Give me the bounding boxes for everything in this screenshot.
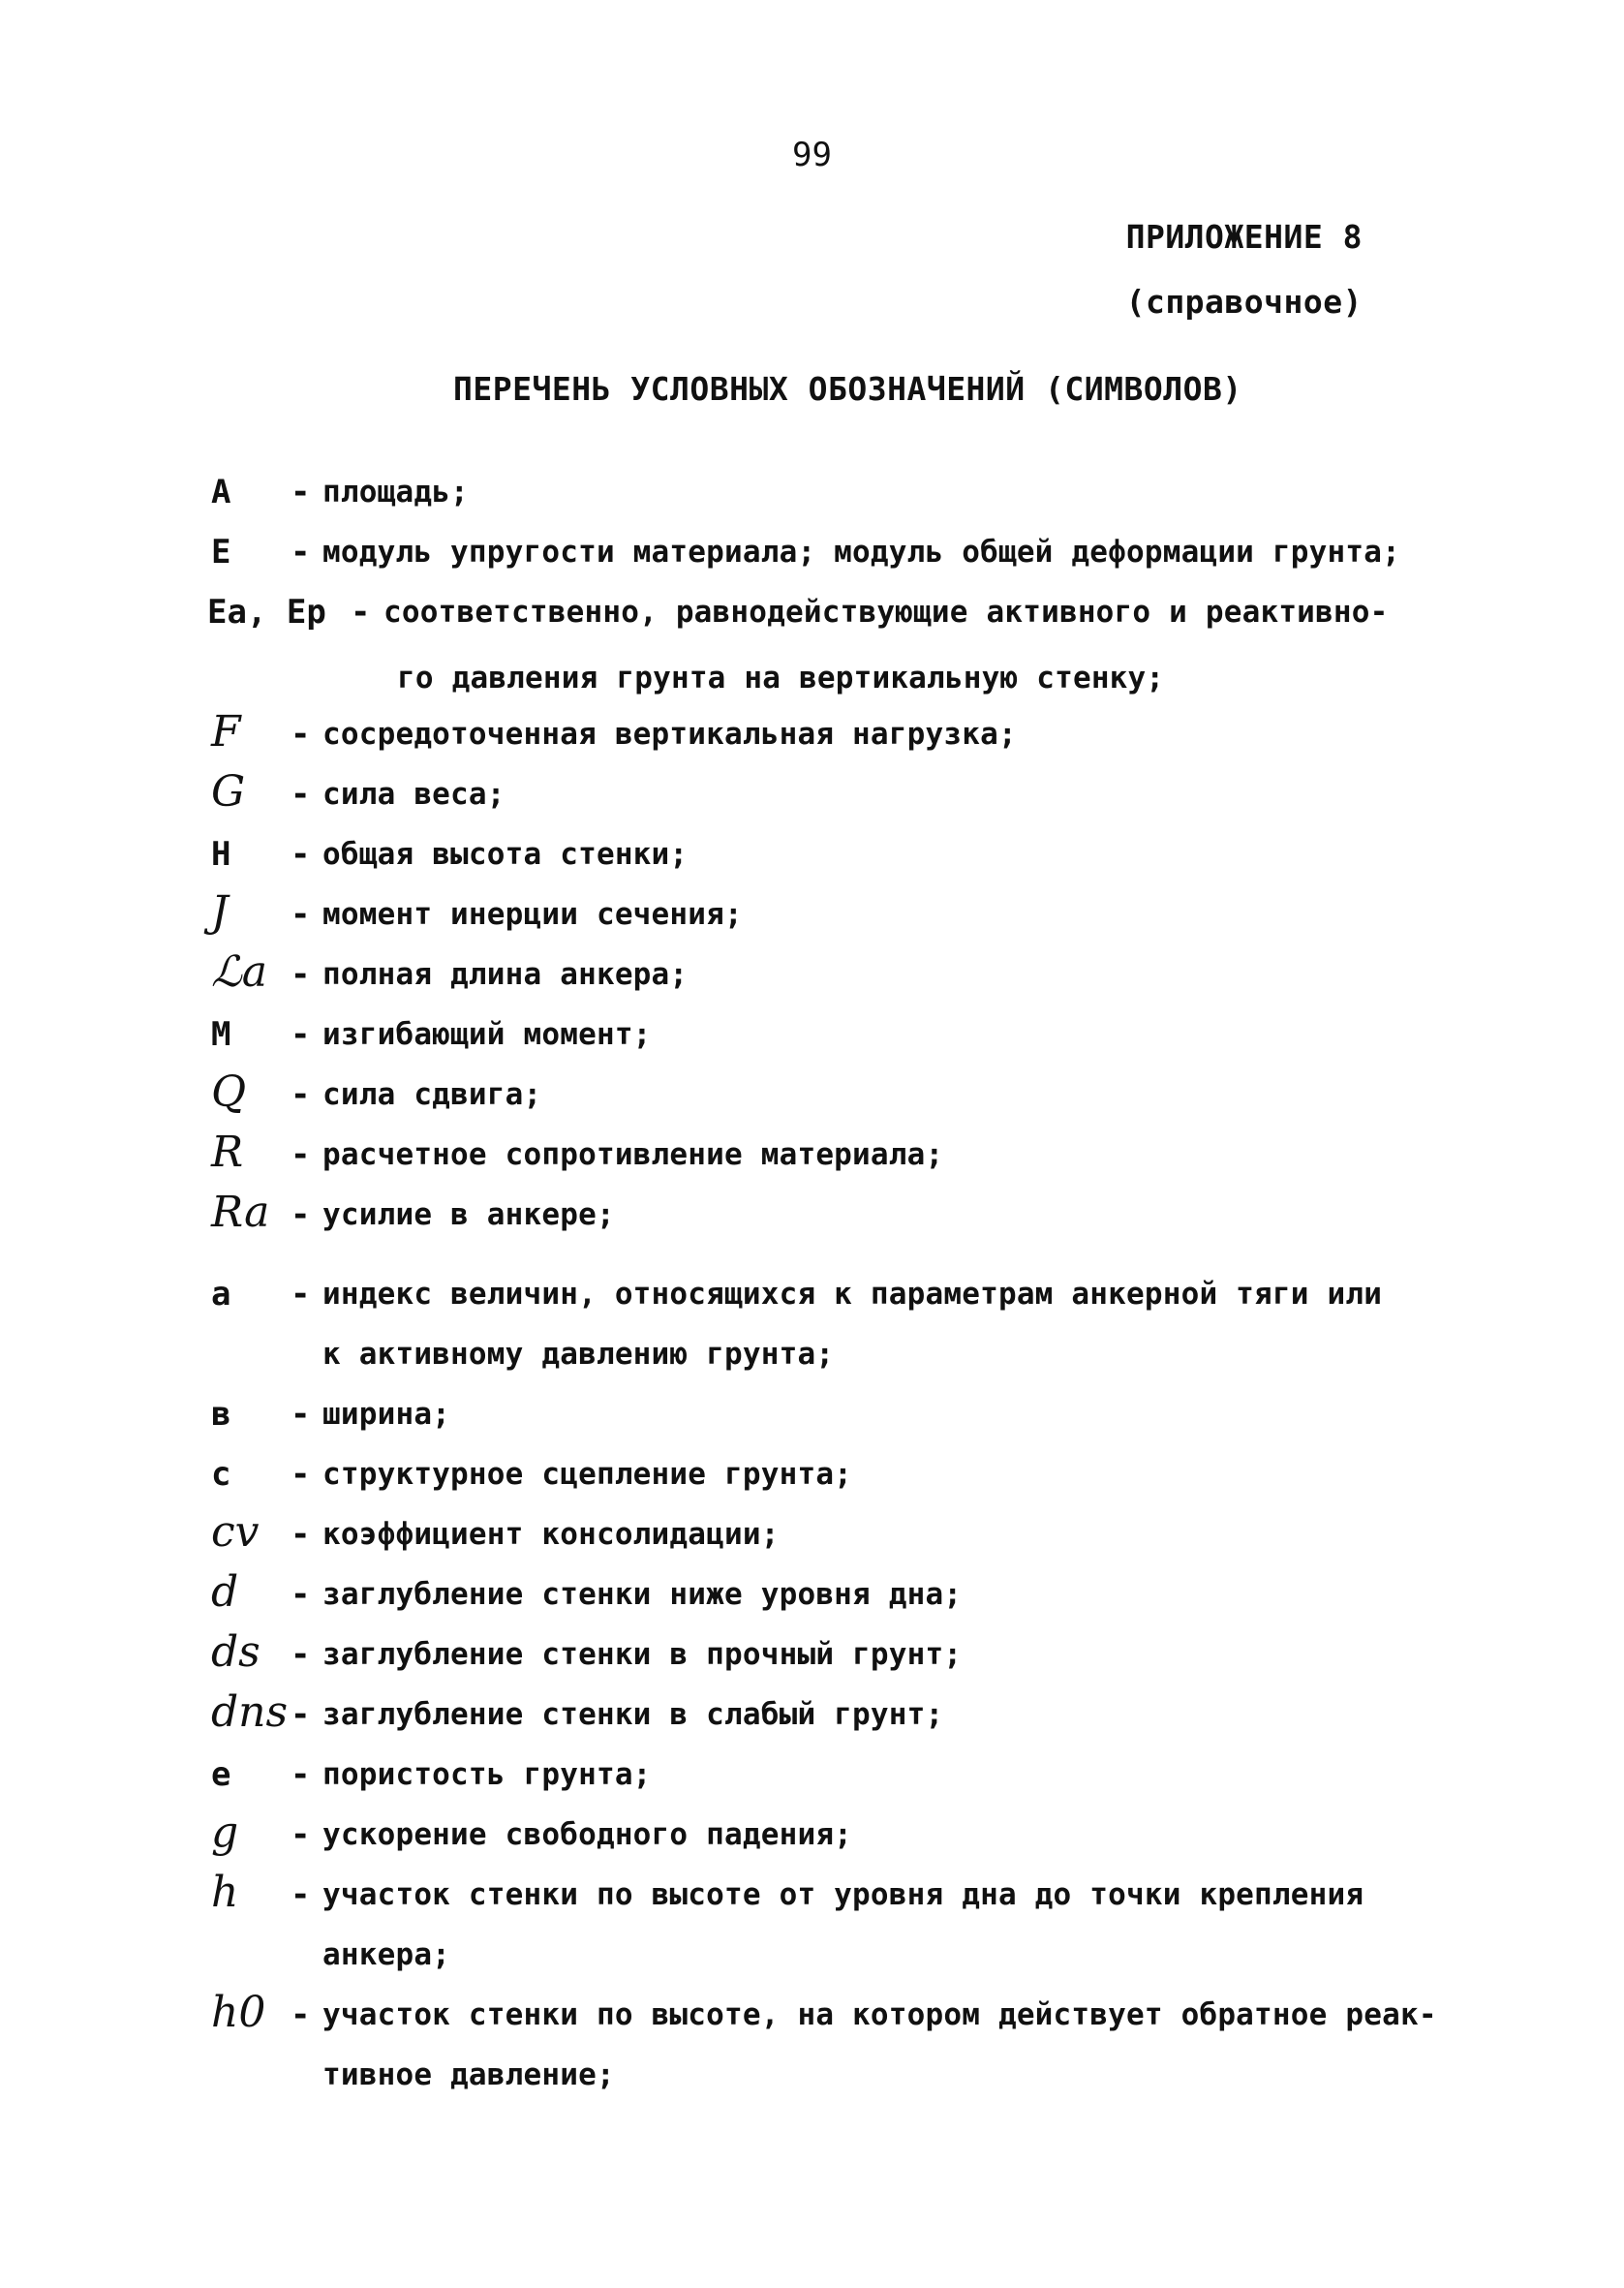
symbol-description: изгибающий момент;: [322, 1017, 652, 1052]
symbol-description: расчетное сопротивление материала;: [322, 1137, 944, 1172]
symbol-description: момент инерции сечения;: [322, 897, 743, 932]
symbol-description-continued: тивное давление;: [322, 2057, 615, 2092]
symbol-entry: h0 - участок стенки по высоте, на котором действует обратное реак-: [211, 1988, 1437, 2037]
symbol: ℒa: [211, 947, 267, 997]
symbol-entry: g - ускорение свободного падения;: [211, 1808, 853, 1857]
symbol-entry: Eа, Eр - соответственно, равнодействующие активного и реактивно-: [207, 593, 1389, 632]
symbol: h0: [211, 1988, 266, 2037]
symbol: E: [211, 533, 231, 572]
symbol-description: сила сдвига;: [322, 1077, 542, 1112]
symbol-entry: d - заглубление стенки ниже уровня дна;: [211, 1567, 963, 1617]
symbol: M: [211, 1015, 231, 1054]
symbol-entry: e - пористость грунта;: [211, 1755, 652, 1794]
symbol-description: пористость грунта;: [322, 1757, 652, 1792]
symbol-description: заглубление стенки ниже уровня дна;: [322, 1577, 963, 1612]
symbol-entry: F - сосредоточенная вертикальная нагрузка;: [211, 707, 1017, 757]
symbol: R: [211, 1128, 244, 1177]
symbol-description: соответственно, равнодействующие активного и реактивно-: [383, 595, 1389, 630]
symbol: J: [211, 887, 229, 937]
symbol: c: [211, 1455, 231, 1494]
symbol-entry: A - площадь;: [211, 473, 469, 511]
symbol: H: [211, 835, 231, 874]
symbol: h: [211, 1868, 239, 1917]
symbol-description: сила веса;: [322, 777, 506, 812]
symbol: Ra: [211, 1188, 270, 1237]
symbol-entry: c - структурное сцепление грунта;: [211, 1455, 853, 1494]
symbol-description: ускорение свободного падения;: [322, 1817, 853, 1852]
symbol-description: участок стенки по высоте, на котором действует обратное реак-: [322, 1997, 1437, 2032]
symbol-entry: ds - заглубление стенки в прочный грунт;: [211, 1627, 963, 1677]
symbol-entry: G - сила веса;: [211, 767, 506, 817]
symbol-entry: dns - заглубление стенки в слабый грунт;: [211, 1687, 944, 1737]
symbol-description-continued: го давления грунта на вертикальную стенку;: [397, 661, 1165, 696]
symbol-entry: E - модуль упругости материала; модуль общей деформации грунта;: [211, 533, 1400, 572]
page-title: ПЕРЕЧЕНЬ УСЛОВНЫХ ОБОЗНАЧЕНИЙ (СИМВОЛОВ): [453, 370, 1242, 408]
symbol: в: [211, 1395, 231, 1434]
symbol-description: сосредоточенная вертикальная нагрузка;: [322, 717, 1017, 752]
symbol-description: ширина;: [322, 1397, 451, 1432]
symbol-entry: Ra - усилие в анкере;: [211, 1188, 615, 1237]
symbol-description: заглубление стенки в прочный грунт;: [322, 1637, 963, 1672]
symbol-description: коэффициент консолидации;: [322, 1517, 780, 1552]
symbol: cv: [211, 1507, 260, 1557]
symbol-entry: H - общая высота стенки;: [211, 835, 689, 874]
symbol-description-continued: к активному давлению грунта;: [322, 1337, 835, 1372]
appendix-note: (справочное): [1125, 283, 1363, 321]
symbol-description: модуль упругости материала; модуль общей деформации грунта;: [322, 535, 1400, 570]
symbol-description-continued: анкера;: [322, 1937, 451, 1972]
symbol: g: [211, 1808, 239, 1857]
symbol: d: [211, 1567, 239, 1617]
symbol-description: усилие в анкере;: [322, 1197, 615, 1232]
symbol: e: [211, 1755, 231, 1794]
symbol-description: структурное сцепление грунта;: [322, 1457, 853, 1492]
symbol-entry: a - индекс величин, относящихся к параметрам анкерной тяги или: [211, 1275, 1383, 1314]
symbol-description: полная длина анкера;: [322, 957, 689, 992]
symbol-entry: cv - коэффициент консолидации;: [211, 1507, 780, 1557]
symbol-entry: в - ширина;: [211, 1395, 451, 1434]
symbol-entry: R - расчетное сопротивление материала;: [211, 1128, 944, 1177]
symbol-description: участок стенки по высоте от уровня дна до точки крепления: [322, 1877, 1364, 1912]
symbol: F: [211, 707, 241, 757]
symbol-entry: ℒa - полная длина анкера;: [211, 947, 689, 997]
symbol-description: индекс величин, относящихся к параметрам анкерной тяги или: [322, 1277, 1383, 1312]
symbol: A: [211, 473, 231, 511]
symbol-description: общая высота стенки;: [322, 837, 689, 872]
symbol-entry: J - момент инерции сечения;: [211, 887, 743, 937]
symbol: Q: [211, 1067, 247, 1117]
symbol: a: [211, 1275, 231, 1314]
symbol-description: площадь;: [322, 475, 469, 510]
page-number: 99: [792, 136, 832, 174]
symbol: Eа, Eр: [207, 593, 326, 632]
symbol: ds: [211, 1627, 260, 1677]
symbol-entry: h - участок стенки по высоте от уровня дна до точки крепления: [211, 1868, 1364, 1917]
symbol-description: заглубление стенки в слабый грунт;: [322, 1697, 944, 1732]
symbol-entry: M - изгибающий момент;: [211, 1015, 652, 1054]
symbol: G: [211, 767, 246, 817]
symbol-entry: Q - сила сдвига;: [211, 1067, 542, 1117]
appendix-label: ПРИЛОЖЕНИЕ 8: [1125, 218, 1363, 256]
symbol: dns: [211, 1687, 289, 1737]
